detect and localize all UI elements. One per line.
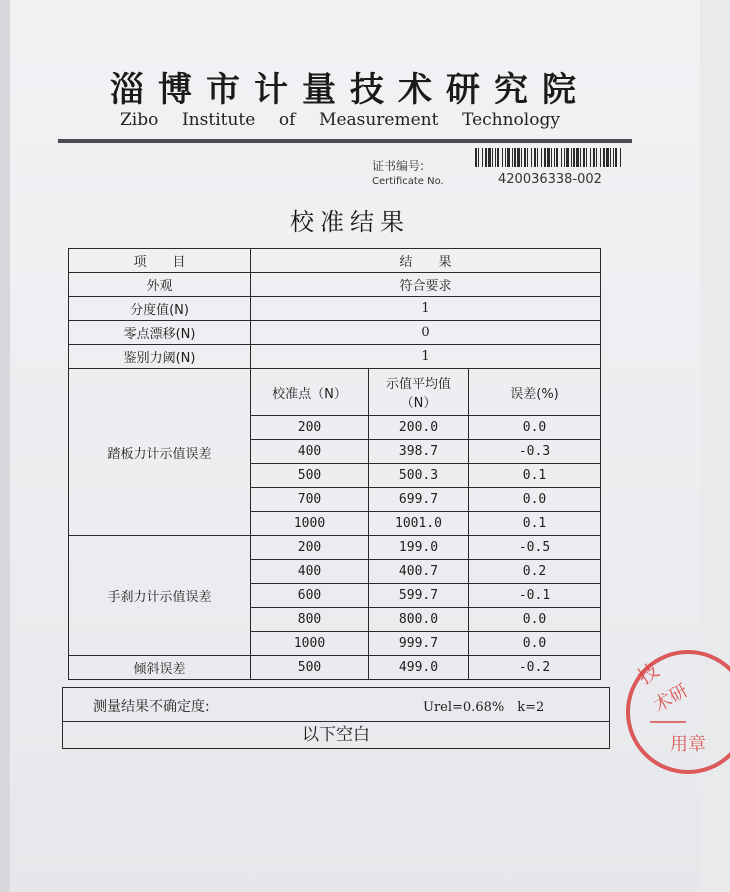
row-item: 分度值(N) [69,297,251,321]
cell-err: -0.5 [469,536,601,560]
uncertainty-row [62,687,610,722]
cell-point: 200 [251,416,369,440]
cell-point: 1000 [251,632,369,656]
cell-avg: 199.0 [369,536,469,560]
table-row [69,345,601,369]
cell-err: 0.0 [469,608,601,632]
row-item: 零点漂移(N) [69,321,251,345]
page-edge-shadow [0,0,10,892]
cell-avg: 499.0 [369,656,469,680]
certificate-label [372,158,444,190]
cell-point: 400 [251,560,369,584]
svg-text:术研: 术研 [650,680,692,717]
official-seal-icon [610,640,730,790]
institute-en-word: Technology [462,110,560,130]
cell-avg: 699.7 [369,488,469,512]
header-result: 结 果 [251,249,601,273]
cell-avg: 1001.0 [369,512,469,536]
header-item: 项 目 [69,249,251,273]
table-row [69,321,601,345]
row-result: 1 [251,297,601,321]
cell-avg: 800.0 [369,608,469,632]
group-label-pedal: 踏板力计示值误差 [69,369,251,536]
sub-header-row [69,369,601,416]
table-row [69,656,601,680]
cell-avg: 400.7 [369,560,469,584]
group-label-handbrake: 手刹力计示值误差 [69,536,251,656]
institute-name-en [120,110,560,130]
cell-avg: 999.7 [369,632,469,656]
cell-err: -0.2 [469,656,601,680]
cell-point: 200 [251,536,369,560]
cell-avg: 599.7 [369,584,469,608]
page-title: 校准结果 [290,208,410,236]
cell-point: 700 [251,488,369,512]
cell-err: 0.0 [469,416,601,440]
row-result: 0 [251,321,601,345]
cell-avg: 500.3 [369,464,469,488]
row-result: 1 [251,345,601,369]
blank-below-note: 以下空白 [62,721,610,749]
cell-err: -0.1 [469,584,601,608]
row-item: 鉴别力阈(N) [69,345,251,369]
svg-text:技: 技 [633,657,664,690]
cell-point: 800 [251,608,369,632]
cell-err: 0.1 [469,464,601,488]
cell-avg: 398.7 [369,440,469,464]
cell-err: 0.0 [469,488,601,512]
cell-point: 500 [251,464,369,488]
institute-en-word: of [278,110,296,130]
tilt-label: 倾斜误差 [69,656,251,680]
table-row [69,297,601,321]
cell-avg: 200.0 [369,416,469,440]
uncertainty-label: 测量结果不确定度: [93,699,210,715]
certificate-number: 420036338-002 [498,172,602,187]
cell-point: 600 [251,584,369,608]
institute-name-cn: 淄博市计量技术研究院 [110,70,590,110]
sub-header-point: 校准点（N） [251,369,369,416]
svg-text:用章: 用章 [670,734,706,755]
barcode-icon [475,148,621,167]
table-row [69,536,601,560]
cell-err: 0.1 [469,512,601,536]
row-result: 符合要求 [251,273,601,297]
sub-header-err: 误差(%) [469,369,601,416]
cell-point: 500 [251,656,369,680]
cell-point: 1000 [251,512,369,536]
uncertainty-value: Urel=0.68% k=2 [423,700,545,715]
cell-point: 400 [251,440,369,464]
table-header-row [69,249,601,273]
sub-header-avg: 示值平均值（N） [369,369,469,416]
institute-en-word: Measurement [319,110,439,130]
certificate-label-cn: 证书编号: [372,159,425,173]
cell-err: 0.2 [469,560,601,584]
table-row [69,273,601,297]
results-table [68,248,601,680]
cell-err: -0.3 [469,440,601,464]
institute-en-word: Zibo [120,110,159,130]
cell-err: 0.0 [469,632,601,656]
certificate-label-en: Certificate No. [372,176,444,187]
header-rule [58,139,632,143]
institute-en-word: Institute [181,110,256,130]
row-item: 外观 [69,273,251,297]
